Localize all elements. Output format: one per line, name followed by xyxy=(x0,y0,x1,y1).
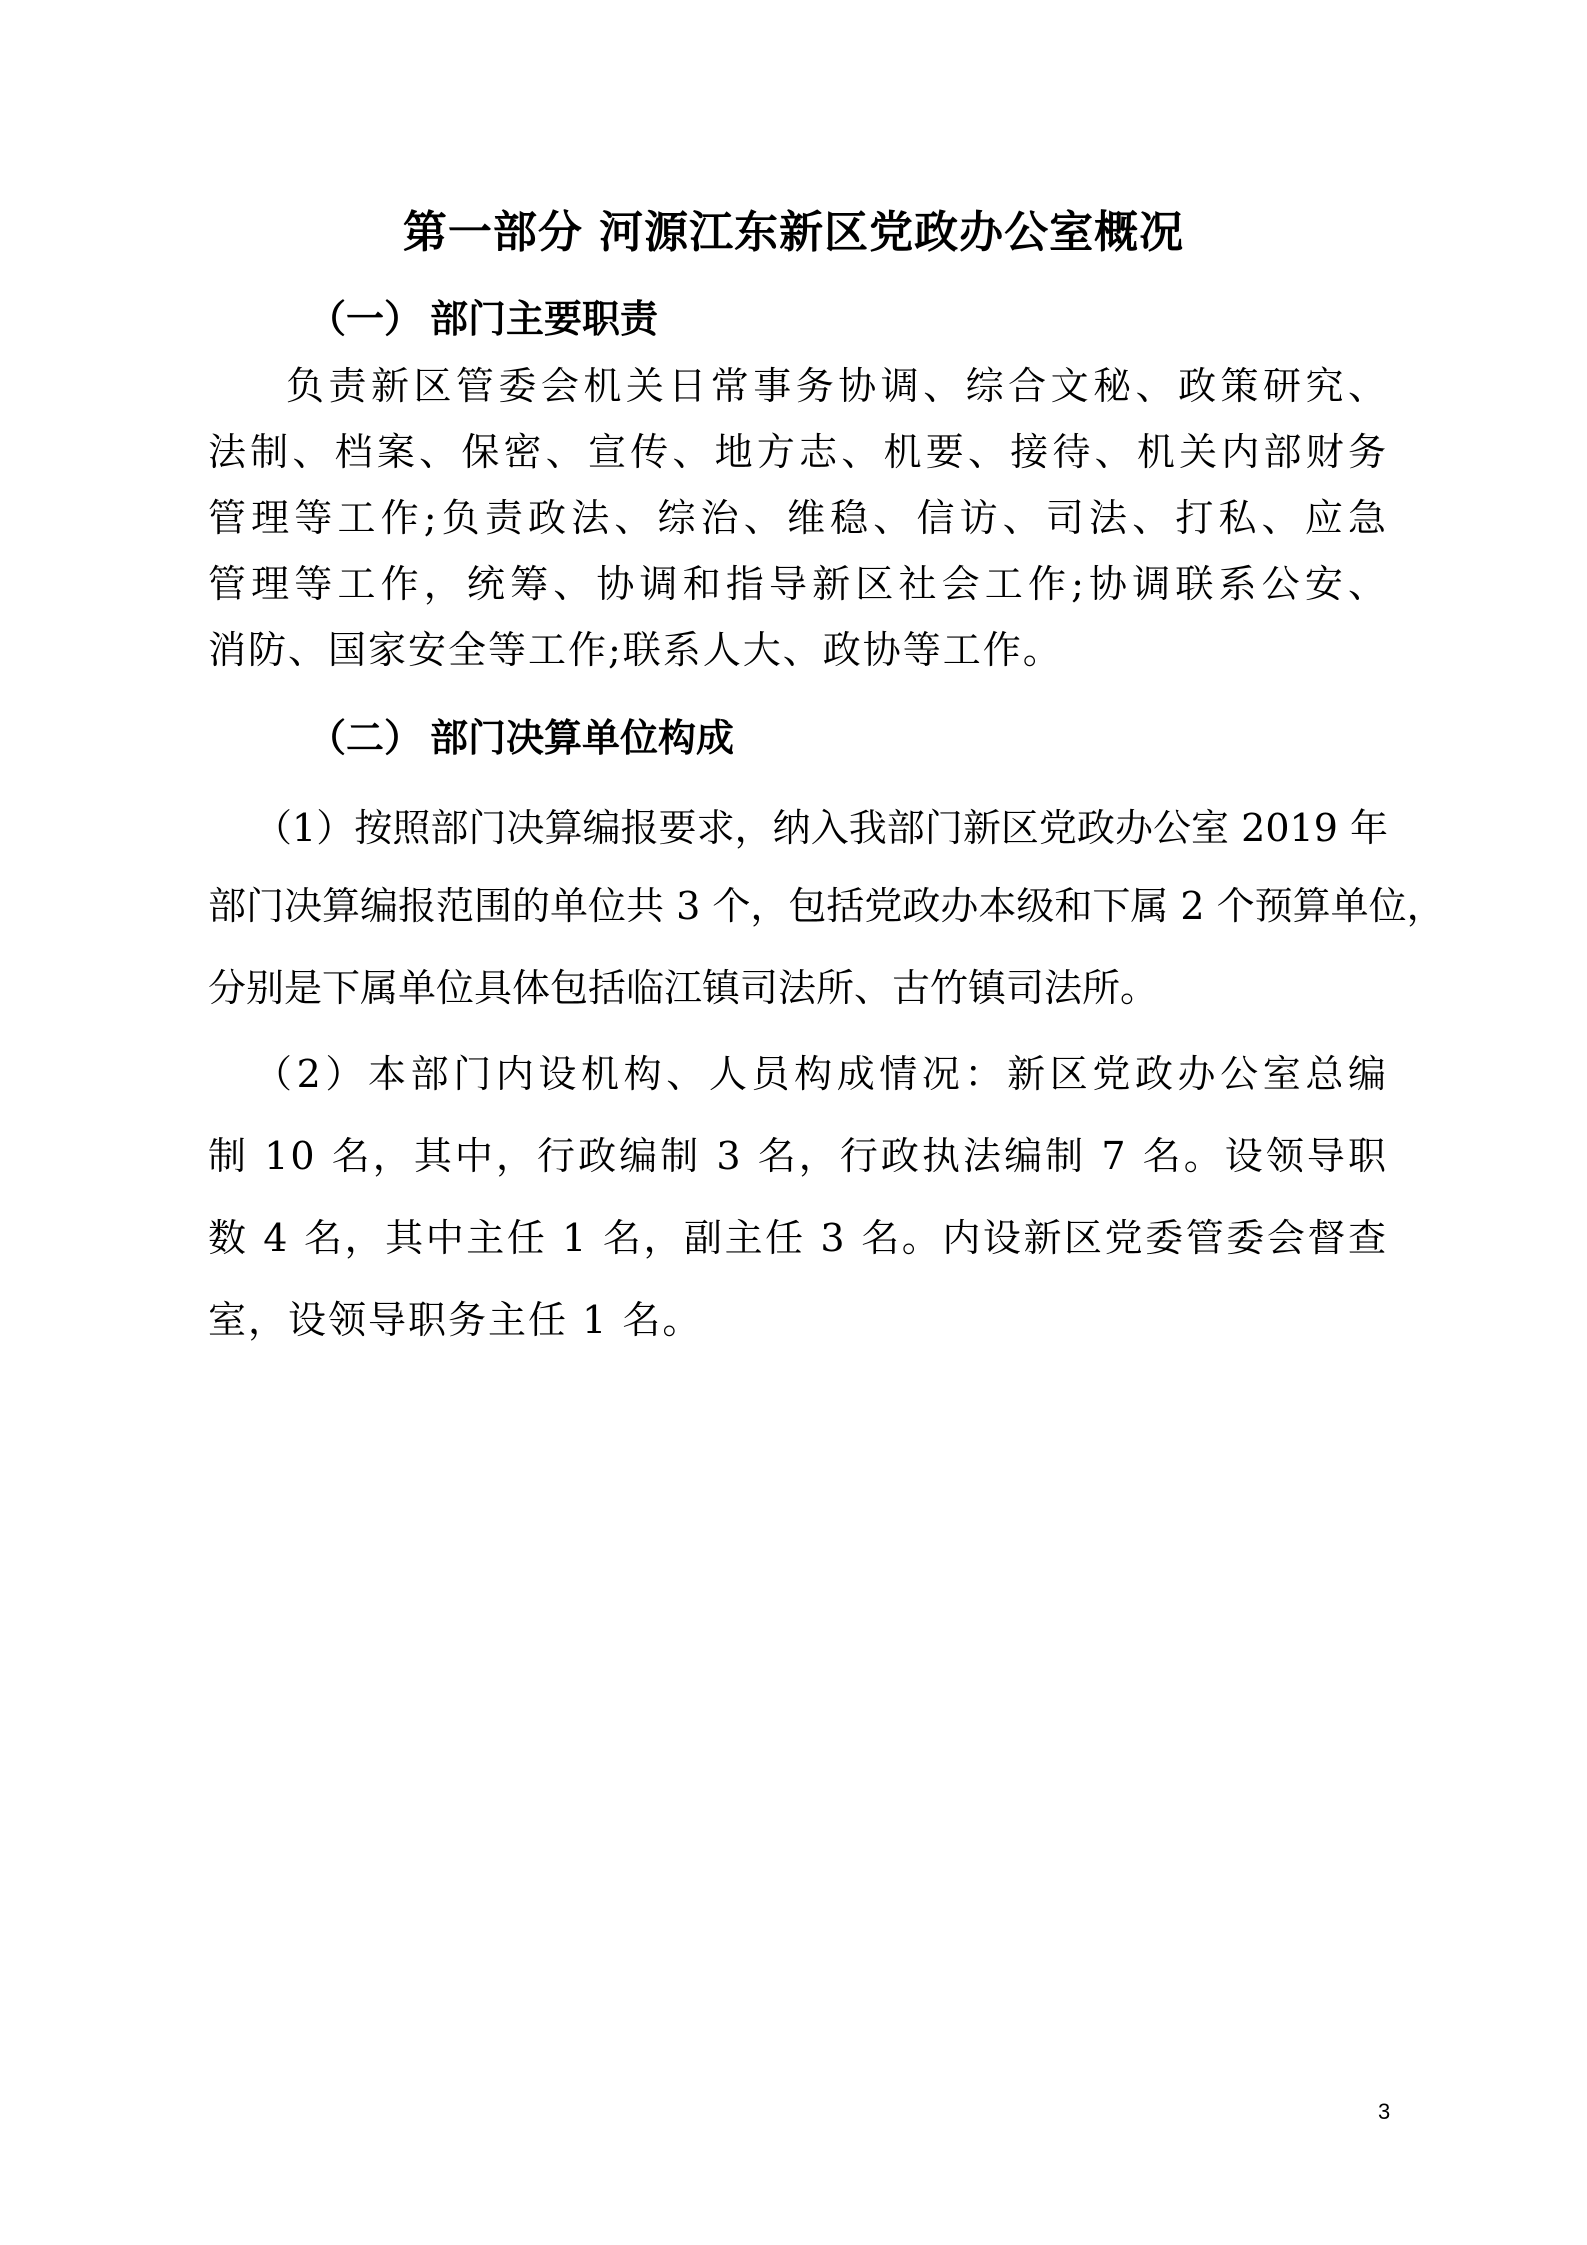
section-heading-2 xyxy=(308,712,734,764)
page-title: 第一部分 河源江东新区党政办公室概况 xyxy=(402,207,1185,258)
body-line: 管理等工作;负责政法、综治、维稳、信访、司法、打私、应急 xyxy=(208,496,1388,540)
body-line: 数 4 名，其中主任 1 名，副主任 3 名。内设新区党委管委会督查 xyxy=(208,1216,1388,1260)
section-number-2: （二） xyxy=(308,716,423,760)
section-title-2: 部门决算单位构成 xyxy=(430,716,735,760)
page-number: 3 xyxy=(1378,2099,1391,2124)
body-line: 室，设领导职务主任 1 名。 xyxy=(208,1298,703,1342)
body-line: （2）本部门内设机构、人员构成情况：新区党政办公室总编 xyxy=(254,1052,1388,1096)
section-number-1: （一） xyxy=(308,297,423,341)
body-line: 管理等工作，统筹、协调和指导新区社会工作;协调联系公安、 xyxy=(208,562,1388,606)
section-heading-1 xyxy=(308,293,658,345)
body-line: 消防、国家安全等工作;联系人大、政协等工作。 xyxy=(208,628,1063,672)
body-line: 部门决算编报范围的单位共 3 个，包括党政办本级和下属 2 个预算单位， xyxy=(208,884,1445,928)
body-line: 制 10 名，其中，行政编制 3 名，行政执法编制 7 名。设领导职 xyxy=(208,1134,1388,1178)
body-line: 法制、档案、保密、宣传、地方志、机要、接待、机关内部财务 xyxy=(208,430,1388,474)
section-title-1: 部门主要职责 xyxy=(430,297,659,341)
body-line: 分别是下属单位具体包括临江镇司法所、古竹镇司法所。 xyxy=(208,966,1159,1010)
body-line: （1）按照部门决算编报要求，纳入我部门新区党政办公室 2019 年 xyxy=(254,806,1388,850)
body-line: 负责新区管委会机关日常事务协调、综合文秘、政策研究、 xyxy=(286,364,1388,408)
